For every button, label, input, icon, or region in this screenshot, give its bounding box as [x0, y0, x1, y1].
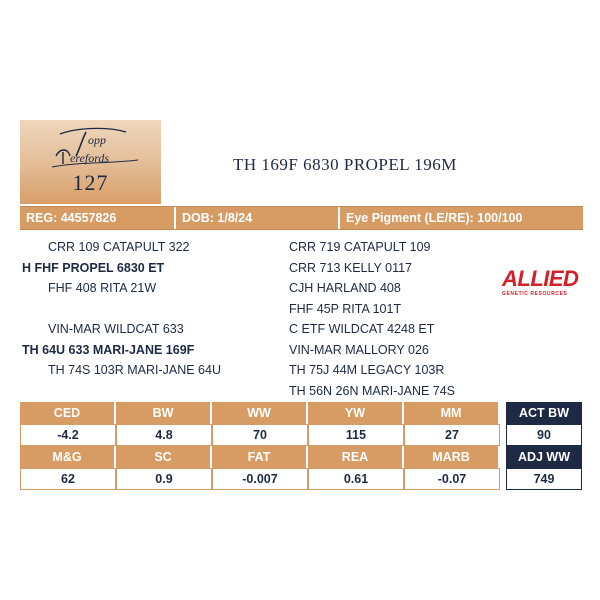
epd-value-yw: 115	[308, 424, 404, 446]
epd-header-marb: MARB	[404, 446, 500, 468]
svg-text:erefords: erefords	[70, 151, 110, 165]
epd-value-row	[20, 424, 500, 446]
info-bar	[20, 206, 583, 230]
epd-header-mg: M&G	[20, 446, 116, 468]
epd-value-bw: 4.8	[116, 424, 212, 446]
svg-text:opp: opp	[88, 133, 106, 147]
registration-number: REG: 44557826	[20, 207, 176, 229]
epd-header-yw: YW	[308, 402, 404, 424]
act-bw-label: ACT BW	[506, 402, 582, 424]
pedigree-dam-dam: TH 74S 103R MARI-JANE 64U	[48, 363, 221, 377]
date-of-birth: DOB: 1/8/24	[176, 207, 340, 229]
epd-value-rea: 0.61	[308, 468, 404, 490]
breeder-logo	[20, 120, 161, 204]
pedigree-dam-sire-dam: VIN-MAR MALLORY 026	[289, 343, 429, 357]
epd-header-mm: MM	[404, 402, 500, 424]
epd-header-fat: FAT	[212, 446, 308, 468]
epd-header-rea: REA	[308, 446, 404, 468]
adj-ww-label: ADJ WW	[506, 446, 582, 468]
act-bw-value: 90	[506, 424, 582, 446]
epd-header-row	[20, 402, 500, 424]
pedigree-sire-sire-sire: CRR 719 CATAPULT 109	[289, 240, 431, 254]
pedigree-dam-dam-sire: TH 75J 44M LEGACY 103R	[289, 363, 445, 377]
epd-value-mm: 27	[404, 424, 500, 446]
pedigree-dam-sire-sire: C ETF WILDCAT 4248 ET	[289, 322, 435, 336]
pedigree-sire-dam-dam: FHF 45P RITA 101T	[289, 302, 402, 316]
epd-value-ww: 70	[212, 424, 308, 446]
allied-logo-tagline: GENETIC RESOURCES	[502, 291, 568, 297]
epd-table	[20, 402, 500, 490]
epd-value-marb: -0.07	[404, 468, 500, 490]
pedigree-dam: TH 64U 633 MARI-JANE 169F	[22, 343, 195, 357]
breeder-logo-script	[46, 126, 146, 170]
pedigree-sire-sire: CRR 109 CATAPULT 322	[48, 240, 190, 254]
lot-number: 127	[72, 170, 109, 195]
pedigree-sire-dam: FHF 408 RITA 21W	[48, 281, 157, 295]
epd-header-sc: SC	[116, 446, 212, 468]
eye-pigment: Eye Pigment (LE/RE): 100/100	[346, 211, 523, 225]
epd-value-row	[20, 468, 500, 490]
pedigree-sire-sire-dam: CRR 713 KELLY 0117	[289, 261, 412, 275]
epd-value-ced: -4.2	[20, 424, 116, 446]
pedigree-sire: H FHF PROPEL 6830 ET	[22, 261, 165, 275]
adj-ww-value: 749	[506, 468, 582, 490]
pedigree-dam-sire: VIN-MAR WILDCAT 633	[48, 322, 184, 336]
pedigree-dam-dam-dam: TH 56N 26N MARI-JANE 74S	[289, 384, 456, 398]
actual-weights-table	[506, 402, 582, 490]
epd-value-sc: 0.9	[116, 468, 212, 490]
epd-header-ced: CED	[20, 402, 116, 424]
epd-value-mg: 62	[20, 468, 116, 490]
epd-value-fat: -0.007	[212, 468, 308, 490]
epd-header-ww: WW	[212, 402, 308, 424]
allied-logo-word: ALLIED	[502, 266, 579, 291]
epd-header-bw: BW	[116, 402, 212, 424]
epd-header-row	[20, 446, 500, 468]
animal-name: TH 169F 6830 PROPEL 196M	[233, 155, 457, 174]
allied-logo	[502, 268, 586, 302]
pedigree-sire-dam-sire: CJH HARLAND 408	[289, 281, 401, 295]
